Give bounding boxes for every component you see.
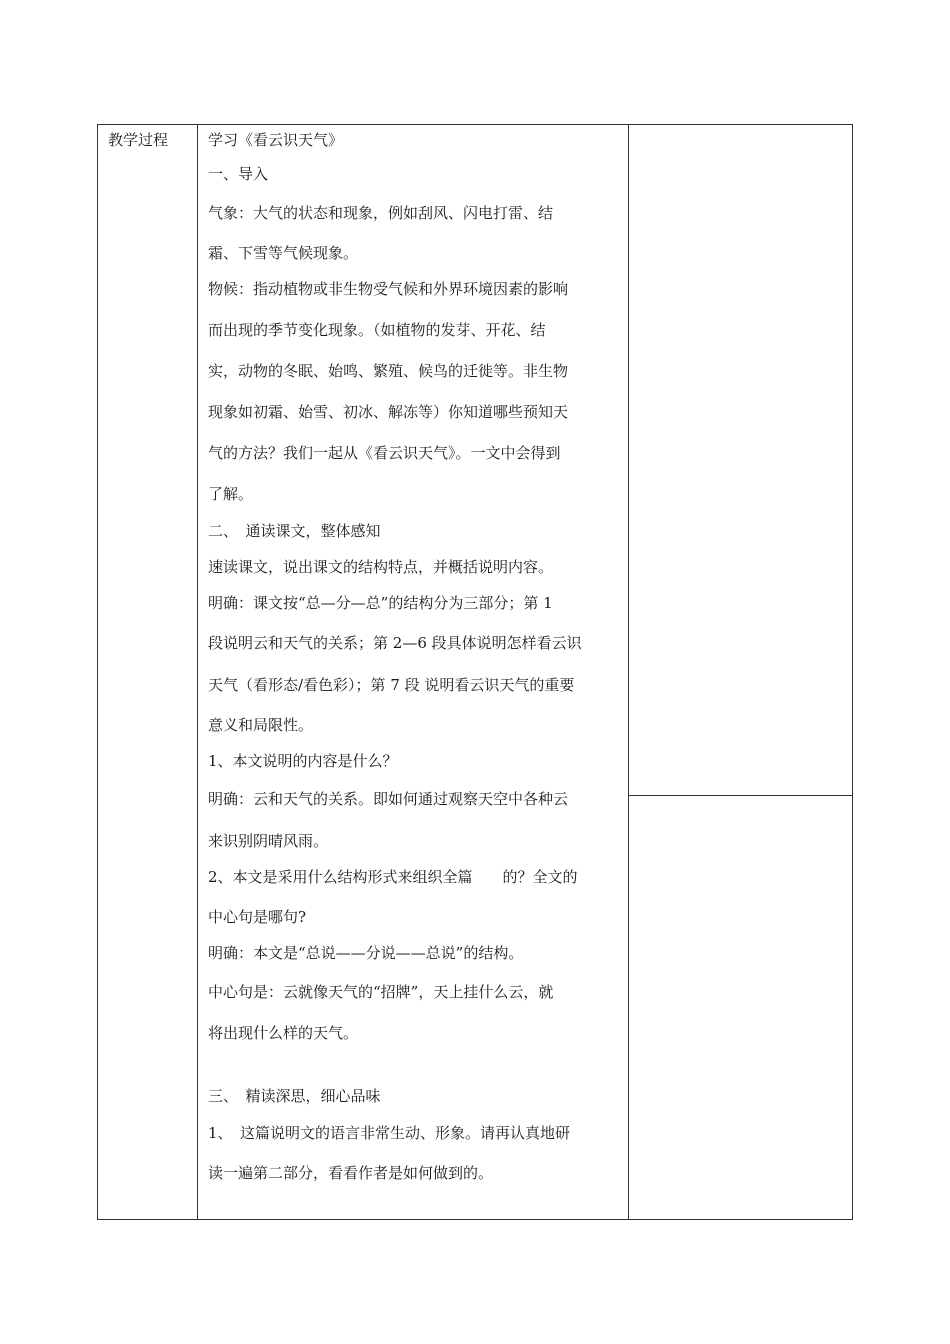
text-line: 物候：指动植物或非生物受气候和外界环境因素的影响 (208, 280, 569, 298)
question-line: 1、 这篇说明文的语言非常生动、形象。请再认真地研 (208, 1124, 571, 1142)
text-line: 现象如初霜、始雪、初冰、解冻等）你知道哪些预知天 (208, 403, 569, 421)
section-heading: 二、 通读课文，整体感知 (208, 522, 381, 540)
text-line: 明确：云和天气的关系。即如何通过观察天空中各种云 (208, 790, 569, 808)
text-line: 天气（看形态/看色彩）；第 7 段 说明看云识天气的重要 (208, 676, 575, 694)
text-line: 意义和局限性。 (208, 716, 314, 734)
question-line: 2、本文是采用什么结构形式来组织全篇 的？全文的 (208, 868, 578, 886)
text-line: 明确：课文按“总—分—总”的结构分为三部分；第 1 (208, 594, 553, 612)
text-line: 中心句是哪句? (208, 908, 307, 926)
text-line: 了解。 (208, 485, 254, 503)
text-line: 气的方法？我们一起从《看云识天气》。一文中会得到 (208, 444, 561, 462)
text-line: 来识别阴晴风雨。 (208, 832, 329, 850)
text-line: 段说明云和天气的关系；第 2—6 段具体说明怎样看云识 (208, 634, 582, 652)
text-line: 明确：本文是“总说——分说——总说”的结构。 (208, 944, 524, 962)
text-line: 而出现的季节变化现象。（如植物的发芽、开花、结 (208, 321, 546, 339)
text-line: 霜、下雪等气候现象。 (208, 244, 359, 262)
text-line: 实，动物的冬眠、始鸣、繁殖、候鸟的迁徙等。非生物 (208, 362, 569, 380)
text-line: 气象：大气的状态和现象，例如刮风、闪电打雷、结 (208, 204, 554, 222)
text-line: 将出现什么样的天气。 (208, 1024, 359, 1042)
row-divider (628, 795, 852, 796)
text-line: 速读课文，说出课文的结构特点，并概括说明内容。 (208, 558, 554, 576)
text-line: 一、导入 (208, 165, 269, 183)
section-heading: 三、 精读深思，细心品味 (208, 1087, 381, 1105)
section-label: 教学过程 (108, 131, 169, 149)
column-divider (197, 125, 198, 1219)
column-divider (628, 125, 629, 1219)
question-line: 1、本文说明的内容是什么？ (208, 752, 398, 770)
lesson-title: 学习《看云识天气》 (208, 131, 344, 149)
lesson-table (97, 124, 853, 1220)
text-line: 中心句是：云就像天气的“招牌”，天上挂什么云，就 (208, 983, 554, 1001)
text-line: 读一遍第二部分，看看作者是如何做到的。 (208, 1164, 494, 1182)
